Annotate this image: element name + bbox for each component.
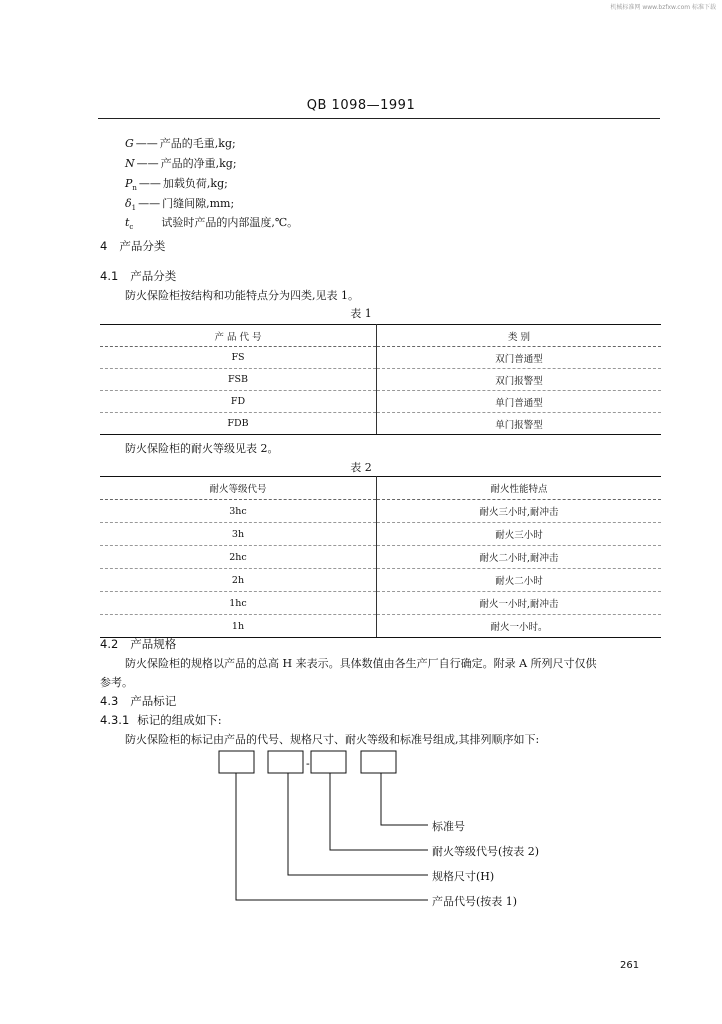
symbol: N xyxy=(125,157,135,170)
leader-line-standard xyxy=(381,773,428,825)
paragraph-table-2-intro: 防火保险柜的耐火等级见表 2。 xyxy=(125,442,279,455)
product-code-box xyxy=(219,751,254,773)
table-cell: 耐火二小时,耐冲击 xyxy=(377,546,662,569)
section-number: 4.3.1 xyxy=(100,713,130,727)
symbol: G xyxy=(125,137,134,150)
section-number: 4.3 xyxy=(100,694,119,708)
table-cell: FS xyxy=(100,347,377,369)
table-cell: FSB xyxy=(100,369,377,391)
section-title: 产品规格 xyxy=(130,637,177,651)
label-product-code: 产品代号(按表 1) xyxy=(432,895,518,908)
table-cell: 耐火三小时 xyxy=(377,523,662,546)
page-number: 261 xyxy=(620,960,640,971)
fire-grade-box xyxy=(311,751,346,773)
paragraph-4-2-line-2: 参考。 xyxy=(100,676,133,689)
paragraph-4-3-1: 防火保险柜的标记由产品的代号、规格尺寸、耐火等级和标准号组成,其排列顺序如下: xyxy=(125,733,540,746)
section-title: 产品分类 xyxy=(119,239,166,253)
table-2-caption: 表 2 xyxy=(350,461,372,474)
table-cell: 耐火三小时,耐冲击 xyxy=(377,500,662,523)
section-number: 4.1 xyxy=(100,269,119,283)
table-cell: 耐火二小时 xyxy=(377,569,662,592)
paragraph-4-2-line-1: 防火保险柜的规格以产品的总高 H 来表示。具体数值由各生产厂自行确定。附录 A 所列尺寸仅供 xyxy=(125,657,597,670)
table-cell: 2hc xyxy=(100,546,377,569)
table-header-cell: 类 别 xyxy=(377,325,662,347)
symbol: δ xyxy=(125,197,132,210)
symbol-description: 门缝间隙,mm; xyxy=(162,197,235,210)
symbol: t xyxy=(125,216,130,229)
paragraph-4-1: 防火保险柜按结构和功能特点分为四类,见表 1。 xyxy=(125,289,359,302)
table-header-cell: 耐火性能特点 xyxy=(377,477,662,500)
symbol-description: 试验时产品的内部温度,℃。 xyxy=(161,216,299,229)
leader-line-size xyxy=(288,773,428,875)
standard-number-box xyxy=(361,751,396,773)
symbol: P xyxy=(125,177,133,190)
section-title: 标记的组成如下: xyxy=(137,713,222,727)
symbol-dash: —— xyxy=(138,177,161,190)
symbol-description: 产品的毛重,kg; xyxy=(159,137,236,150)
table-cell: 双门报警型 xyxy=(377,369,662,391)
symbol-description: 加载负荷,kg; xyxy=(162,177,228,190)
table-cell: 2h xyxy=(100,569,377,592)
separator-dash: - xyxy=(306,757,310,770)
symbol-subscript: c xyxy=(129,223,134,232)
table-cell: FDB xyxy=(100,413,377,435)
table-cell: 1h xyxy=(100,615,377,638)
symbol-description: 产品的净重,kg; xyxy=(160,157,237,170)
section-number: 4 xyxy=(100,239,108,253)
symbol-dash: —— xyxy=(135,137,158,150)
symbol-subscript: n xyxy=(132,184,137,193)
table-cell: 单门普通型 xyxy=(377,391,662,413)
symbol-subscript: 1 xyxy=(131,204,137,213)
label-fire-grade-code: 耐火等级代号(按表 2) xyxy=(432,845,540,858)
table-cell: 1hc xyxy=(100,592,377,615)
leader-line-fire-grade xyxy=(330,773,428,850)
section-title: 产品标记 xyxy=(130,694,177,708)
section-title: 产品分类 xyxy=(130,269,177,283)
table-header-cell: 耐火等级代号 xyxy=(100,477,377,500)
table-1-caption: 表 1 xyxy=(350,307,372,320)
table-cell: 3h xyxy=(100,523,377,546)
size-box xyxy=(268,751,303,773)
symbol-dash: —— xyxy=(136,157,159,170)
watermark-text: 机械标准网 www.bzfxw.com 标准下载 xyxy=(610,4,716,11)
section-number: 4.2 xyxy=(100,637,119,651)
table-cell: 耐火一小时。 xyxy=(377,615,662,638)
leader-line-product-code xyxy=(236,773,428,900)
page-header: QB 1098—1991 xyxy=(306,98,416,113)
table-header-cell: 产 品 代 号 xyxy=(100,325,377,347)
label-size: 规格尺寸(H) xyxy=(432,870,495,883)
table-cell: 双门普通型 xyxy=(377,347,662,369)
symbol-dash: —— xyxy=(138,197,161,210)
table-cell: FD xyxy=(100,391,377,413)
table-cell: 单门报警型 xyxy=(377,413,662,435)
label-standard-number: 标准号 xyxy=(432,820,465,833)
table-cell: 耐火一小时,耐冲击 xyxy=(377,592,662,615)
table-cell: 3hc xyxy=(100,500,377,523)
